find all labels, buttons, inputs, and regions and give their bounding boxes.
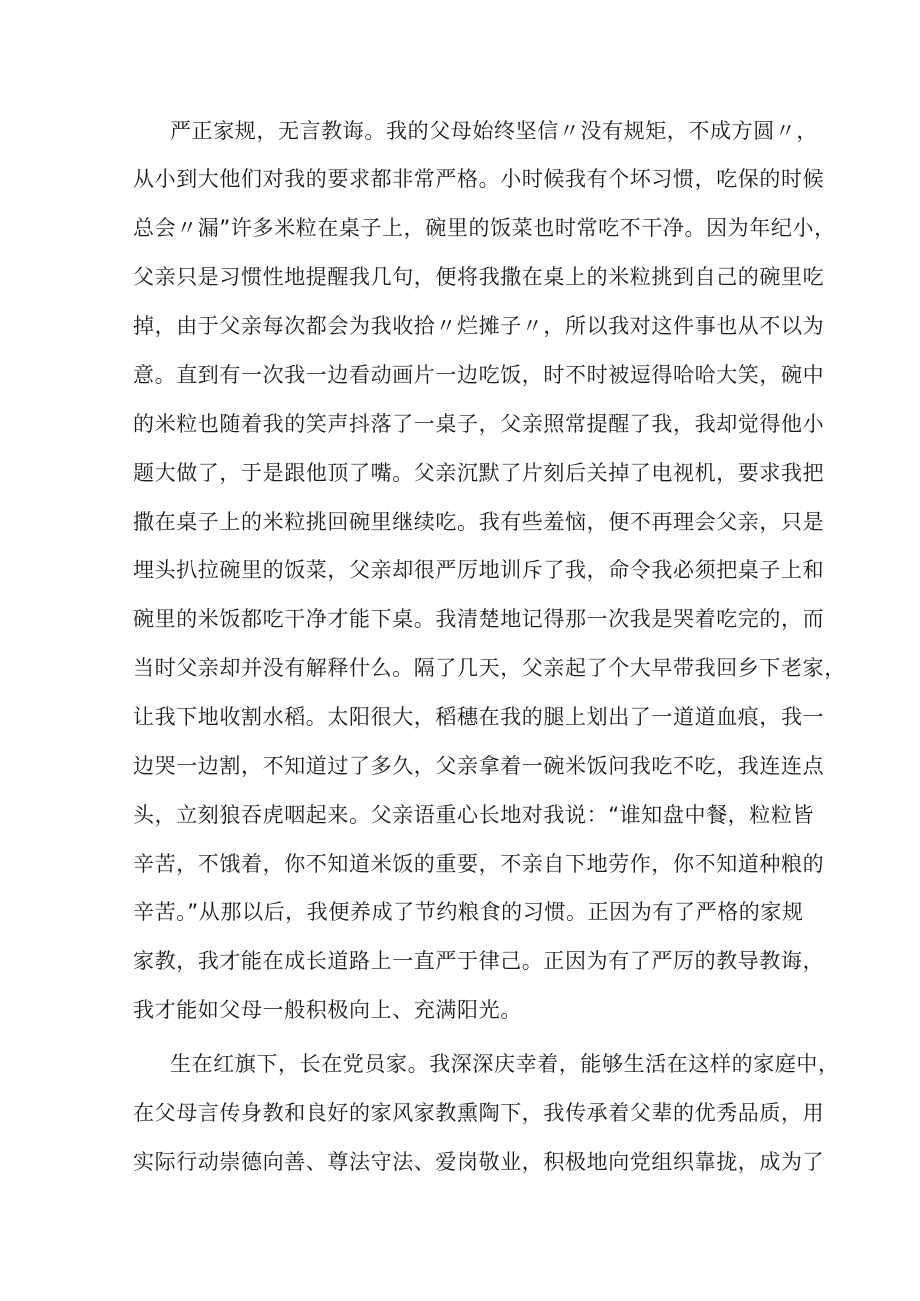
text-line: 撒在桌子上的米粒挑回碗里继续吃。我有些羞恼，便不再理会父亲，只是 [133,510,825,534]
text-line: 实际行动崇德向善、尊法守法、爱岗敬业，积极地向党组织靠拢，成为了 [133,1150,825,1174]
text-line: 意。直到有一次我一边看动画片一边吃饭，时不时被逗得哈哈大笑，碗中 [133,363,825,387]
text-line: 当时父亲却并没有解释什么。隔了几天，父亲起了个大早带我回乡下老家， [133,656,846,680]
text-line: 家教，我才能在成长道路上一直严于律己。正因为有了严厉的教导教诲， [133,949,825,973]
text-line: 题大做了，于是跟他顶了嘴。父亲沉默了片刻后关掉了电视机，要求我把 [133,461,825,485]
text-line: 碗里的米饭都吃干净才能下桌。我清楚地记得那一次我是哭着吃完的，而 [133,607,825,631]
text-line: 在父母言传身教和良好的家风家教熏陶下，我传承着父辈的优秀品质，用 [133,1101,825,1125]
text-line: 辛苦，不饿着，你不知道米饭的重要，不亲自下地劳作，你不知道种粮的 [133,852,825,876]
text-line: 严正家规，无言教诲。我的父母始终坚信〃没有规矩，不成方圆〃， [170,119,818,143]
text-line: 从小到大他们对我的要求都非常严格。小时候我有个坏习惯，吃保的时候 [133,167,825,191]
text-line: 辛苦。”从那以后，我便养成了节约粮食的习惯。正因为有了严格的家规 [133,900,804,924]
text-line: 埋头扒拉碗里的饭菜，父亲却很严厉地训斥了我，命令我必须把桌子上和 [133,558,825,582]
text-line: 让我下地收割水稻。太阳很大，稻穗在我的腿上划出了一道道血痕，我一 [133,705,825,729]
text-line: 我才能如父母一般积极向上、充满阳光。 [133,998,522,1022]
text-line: 的米粒也随着我的笑声抖落了一桌子，父亲照常提醒了我，我却觉得他小 [133,412,825,436]
text-line: 头，立刻狼吞虎咽起来。父亲语重心长地对我说：“谁知盘中餐，粒粒皆 [133,803,815,827]
text-line: 边哭一边割，不知道过了多久，父亲拿着一碗米饭问我吃不吃，我连连点 [133,754,825,778]
text-line: 掉，由于父亲每次都会为我收拾〃烂摊子〃，所以我对这件事也从不以为 [133,314,825,338]
text-line: 父亲只是习惯性地提醒我几句，便将我撒在桌上的米粒挑到自己的碗里吃 [133,265,825,289]
text-line: 生在红旗下，长在党员家。我深深庆幸着，能够生活在这样的家庭中， [170,1052,840,1076]
text-line: 总会〃漏”许多米粒在桌子上，碗里的饭菜也时常吃不干净。因为年纪小， [133,216,836,240]
